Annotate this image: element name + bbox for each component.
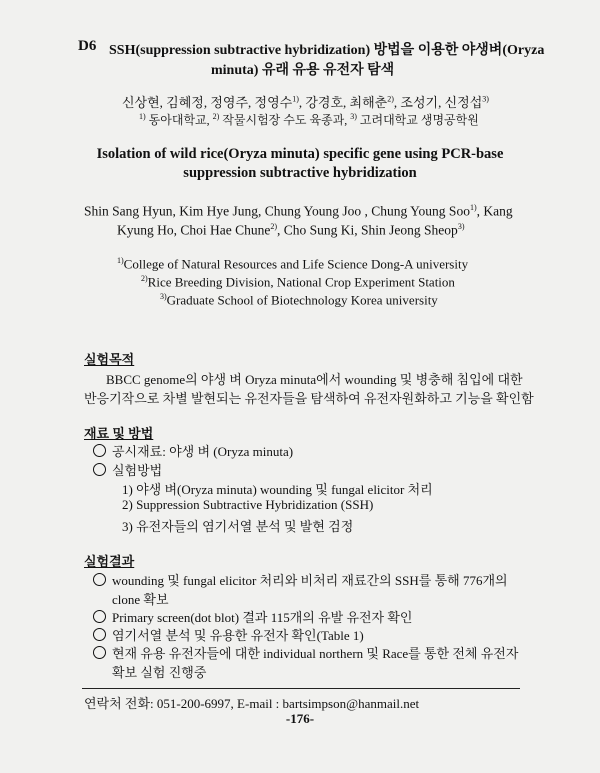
methods-item-2-text: 실험방법 [112,463,163,478]
results-item-4 [93,643,518,662]
contact-info: 연락처 전화: 051-200-6997, E-mail : bartsimpson@hanmail.net [84,696,420,711]
aff-kr-1: 동아대학교, [145,113,213,127]
korean-authors [122,92,489,111]
footer-divider [82,688,520,689]
purpose-heading: 실험목적 [84,352,135,367]
methods-item-2 [93,460,162,479]
page-number: -176- [285,711,315,726]
aff-sup-1: 1) [139,112,146,121]
methods-heading: 재료 및 방법 [84,426,154,441]
results-item-2-text: Primary screen(dot blot) 결과 115개의 유발 유전자 확인 [112,610,413,625]
results-item-3-text: 염기서열 분석 및 유용한 유전자 확인(Table 1) [112,628,364,643]
results-item-1 [93,570,508,589]
aff-sup-2: 2) [212,112,220,121]
circle-bullet-icon [93,646,106,659]
en-authors-1a: Shin Sang Hyun, Kim Hye Jung, Chung Young Joo , Chung Young Soo [84,203,470,219]
methods-sub-1: 1) 야생 벼(Oryza minuta) wounding 및 fungal elicitor 처리 [122,482,433,497]
aff-kr-2: 작물시험장 수도 육종과, [219,113,351,127]
aff-kr-3: 고려대학교 생명공학원 [356,113,479,127]
circle-bullet-icon [93,573,106,586]
korean-affiliations [139,111,479,128]
methods-item-1 [93,441,293,460]
korean-title-line2: minuta) 유래 유용 유전자 탐색 [211,63,395,78]
en-authors-1b: , Kang [476,203,513,219]
english-title-line2: suppression subtractive hybridization [183,165,417,181]
circle-bullet-icon [93,628,106,641]
korean-title-line1: SSH(suppression subtractive hybridization) 방법을 이용한 야생벼(Oryza [109,43,545,58]
en-sup-2: 2) [270,222,278,231]
results-item-1-text: wounding 및 fungal elicitor 처리와 비처리 재료간의 SSH를 통해 776개의 [112,573,508,588]
english-authors-line2 [117,222,464,239]
en-aff-sup-2: 2) [141,274,148,283]
author-group-1: 신상현, 김혜정, 정영주, 정영수 [122,95,293,110]
author-sup-3: 3) [482,94,489,104]
en-sup-3: 3) [457,222,465,231]
methods-sub-2: 2) Suppression Subtractive Hybridization (SSH) [122,497,374,512]
author-group-3: , 조성기, 신정섭 [393,95,483,110]
english-title-line1: Isolation of wild rice(Oryza minuta) specific gene using PCR-base [96,146,504,162]
english-affiliation-2 [141,274,455,290]
results-item-3 [93,625,364,644]
abstract-code: D6 [78,38,97,54]
purpose-line1: BBCC genome의 야생 벼 Oryza minuta에서 wounding 및 병충해 침입에 대한 [106,372,523,387]
purpose-line2: 반응기작으로 차별 발현되는 유전자들을 탐색하여 유전자원화하고 기능을 확인함 [84,391,534,406]
en-authors-2a: Kyung Ho, Choi Hae Chune [117,222,271,238]
circle-bullet-icon [93,463,106,476]
en-sup-1: 1) [469,203,477,212]
english-authors-line1 [84,203,513,220]
en-aff-sup-3: 3) [160,292,167,301]
results-item-1-cont: clone 확보 [112,592,169,607]
en-aff-3: Graduate School of Biotechnology Korea university [166,292,438,308]
author-sup-1: 1) [292,94,299,104]
results-heading: 실험결과 [84,554,135,569]
methods-item-1-text: 공시재료: 야생 벼 (Oryza minuta) [112,444,294,459]
author-group-2: , 강경호, 최해춘 [298,95,388,110]
english-affiliation-1 [117,256,468,272]
en-aff-1: College of Natural Resources and Life Science Dong-A university [123,256,469,272]
results-item-4-cont: 확보 실험 진행중 [112,665,207,680]
circle-bullet-icon [93,610,106,623]
author-sup-2: 2) [387,94,394,104]
results-item-4-text: 현재 유용 유전자들에 대한 individual northern 및 Race를 통한 전체 유전자 [112,646,519,661]
en-aff-sup-1: 1) [117,256,124,265]
en-aff-2: Rice Breeding Division, National Crop Experiment Station [147,274,455,290]
methods-sub-3: 3) 유전자들의 염기서열 분석 및 발현 검정 [122,519,354,534]
english-affiliation-3 [160,292,438,308]
circle-bullet-icon [93,444,106,457]
results-item-2 [93,607,412,626]
en-authors-2b: , Cho Sung Ki, Shin Jeong Sheop [277,222,458,238]
aff-sup-3: 3) [350,112,357,121]
